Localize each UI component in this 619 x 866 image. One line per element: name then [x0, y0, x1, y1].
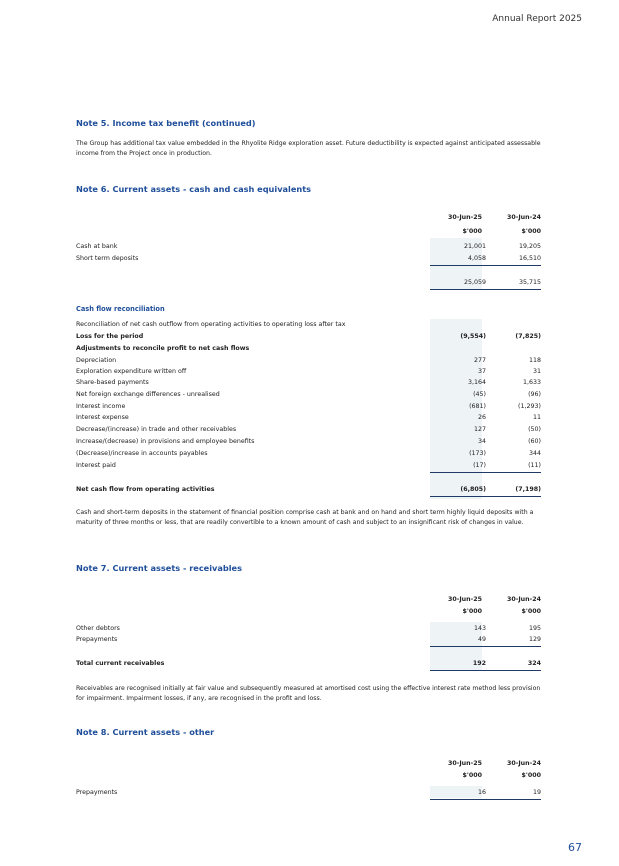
- table-row: [76, 461, 541, 471]
- row-value-2024: (1,293): [518, 403, 541, 410]
- row-label: Depreciation: [76, 357, 117, 364]
- table-row: [76, 320, 541, 330]
- net-cash-flow-label: Net cash flow from operating activities: [76, 486, 215, 493]
- table-row: [76, 413, 541, 423]
- total-rule: [430, 289, 541, 290]
- note7-col2-header: 30-Jun-24: [506, 596, 541, 603]
- table-row: [76, 332, 541, 342]
- note7-col1-unit: $'000: [462, 608, 482, 615]
- note7-footnote: Receivables are recognised initially at fair value and subsequently measured at amortised cost using the effective interest rate method less provision for impairment. Impairment losses, if any, are recognised in the profit and loss.: [76, 685, 541, 702]
- note8-col2-unit: $'000: [521, 772, 541, 779]
- total-value-2024: 324: [527, 660, 541, 667]
- note7-col2-unit: $'000: [521, 608, 541, 615]
- total-value-2024: 35,715: [518, 279, 541, 286]
- row-value-2024: 31: [532, 368, 541, 375]
- table-row-total: [76, 278, 541, 288]
- row-label: (Decrease)/increase in accounts payables: [76, 450, 208, 457]
- row-label: Interest expense: [76, 414, 129, 421]
- total-receivables-label: Total current receivables: [76, 660, 165, 667]
- table-row: [76, 437, 541, 447]
- table-row: [76, 788, 541, 798]
- row-value-2025: 37: [477, 368, 486, 375]
- note8-col1-unit: $'000: [462, 772, 482, 779]
- row-value-2025: 4,058: [467, 255, 486, 262]
- row-value-2025: 143: [473, 625, 486, 632]
- cash-flow-reconciliation-title: Cash flow reconciliation: [76, 305, 165, 313]
- note6-col2-unit: $'000: [521, 228, 541, 235]
- row-value-2024: 1,633: [522, 379, 541, 386]
- note6-col1-header: 30-Jun-25: [447, 214, 482, 221]
- row-value-2024: 129: [528, 636, 541, 643]
- table-row: [76, 425, 541, 435]
- note5-text: The Group has additional tax value embedded in the Rhyolite Ridge exploration asset. Future deductibility is expected against anticipated assessable income from the Project once in production.: [76, 140, 541, 157]
- table-row-total: [76, 485, 541, 495]
- row-label: Net foreign exchange differences - unrealised: [76, 391, 220, 398]
- table-row: [76, 242, 541, 252]
- row-value-2025: (9,554): [460, 333, 486, 340]
- row-value-2025: 21,001: [463, 243, 486, 250]
- row-label: Decrease/(increase) in trade and other receivables: [76, 426, 237, 433]
- table-row: [76, 356, 541, 366]
- total-value-2025: (6,805): [460, 486, 486, 493]
- row-value-2025: 127: [473, 426, 486, 433]
- row-label: Loss for the period: [76, 333, 144, 340]
- row-value-2024: 16,510: [518, 255, 541, 262]
- row-value-2025: 34: [477, 438, 486, 445]
- table-row: [76, 344, 541, 354]
- note6-footnote: Cash and short-term deposits in the statement of financial position comprise cash at bank and on hand and short term highly liquid deposits with a maturity of three months or less, that are readily convertible to a known amount of cash and subject to an insignificant risk of changes in value.: [76, 509, 534, 526]
- note5-title: Note 5. Income tax benefit (continued): [76, 118, 256, 128]
- row-value-2024: 19: [532, 789, 541, 796]
- row-value-2025: 16: [477, 789, 486, 796]
- row-value-2025: (17): [473, 462, 486, 469]
- subtotal-rule: [430, 799, 541, 800]
- row-value-2024: 11: [532, 414, 541, 421]
- row-label: Short term deposits: [76, 255, 139, 262]
- row-label: Other debtors: [76, 625, 120, 632]
- row-label: Cash at bank: [76, 243, 118, 250]
- row-value-2024: 195: [528, 625, 541, 632]
- total-rule: [430, 496, 541, 497]
- total-value-2025: 25,059: [463, 279, 486, 286]
- row-value-2024: (11): [528, 462, 541, 469]
- page-number: 67: [568, 841, 582, 854]
- total-value-2024: (7,198): [515, 486, 541, 493]
- row-label: Reconciliation of net cash outflow from operating activities to operating loss after tax: [76, 321, 346, 328]
- row-value-2024: 118: [528, 357, 541, 364]
- note6-title: Note 6. Current assets - cash and cash equivalents: [76, 184, 312, 194]
- row-value-2025: (45): [473, 391, 486, 398]
- table-row: [76, 624, 541, 634]
- table-row: [76, 254, 541, 264]
- row-label: Share-based payments: [76, 379, 149, 386]
- subtotal-rule: [430, 265, 541, 266]
- report-header-title: Annual Report 2025: [492, 14, 582, 24]
- row-value-2025: 3,164: [467, 379, 486, 386]
- row-label: Exploration expenditure written off: [76, 368, 187, 375]
- row-value-2024: (50): [528, 426, 541, 433]
- table-row: [76, 390, 541, 400]
- row-label: Prepayments: [76, 636, 118, 643]
- row-value-2024: 19,205: [518, 243, 541, 250]
- row-value-2024: 344: [528, 450, 541, 457]
- row-value-2024: (60): [528, 438, 541, 445]
- table-row: [76, 378, 541, 388]
- row-value-2025: (173): [469, 450, 486, 457]
- row-label: Adjustments to reconcile profit to net cash flows: [76, 345, 250, 352]
- note8-col1-header: 30-Jun-25: [447, 760, 482, 767]
- table-row: [76, 402, 541, 412]
- row-value-2024: (96): [528, 391, 541, 398]
- table-row: [76, 635, 541, 645]
- row-label: Prepayments: [76, 789, 118, 796]
- total-value-2025: 192: [472, 660, 486, 667]
- row-value-2025: (681): [469, 403, 486, 410]
- table-row: [76, 367, 541, 377]
- subtotal-rule: [430, 646, 541, 647]
- subtotal-rule: [430, 472, 541, 473]
- note7-title: Note 7. Current assets - receivables: [76, 563, 242, 573]
- row-label: Interest income: [76, 403, 126, 410]
- table-row-total: [76, 659, 541, 669]
- table-row: [76, 449, 541, 459]
- row-label: Increase/(decrease) in provisions and employee benefits: [76, 438, 255, 445]
- row-value-2025: 277: [473, 357, 486, 364]
- note7-col1-header: 30-Jun-25: [447, 596, 482, 603]
- row-value-2025: 26: [477, 414, 486, 421]
- row-value-2025: 49: [477, 636, 486, 643]
- note8-col2-header: 30-Jun-24: [506, 760, 541, 767]
- total-rule: [430, 670, 541, 671]
- note6-col2-header: 30-Jun-24: [506, 214, 541, 221]
- note6-col1-unit: $'000: [462, 228, 482, 235]
- row-label: Interest paid: [76, 462, 116, 469]
- note8-title: Note 8. Current assets - other: [76, 727, 215, 737]
- row-value-2024: (7,825): [515, 333, 541, 340]
